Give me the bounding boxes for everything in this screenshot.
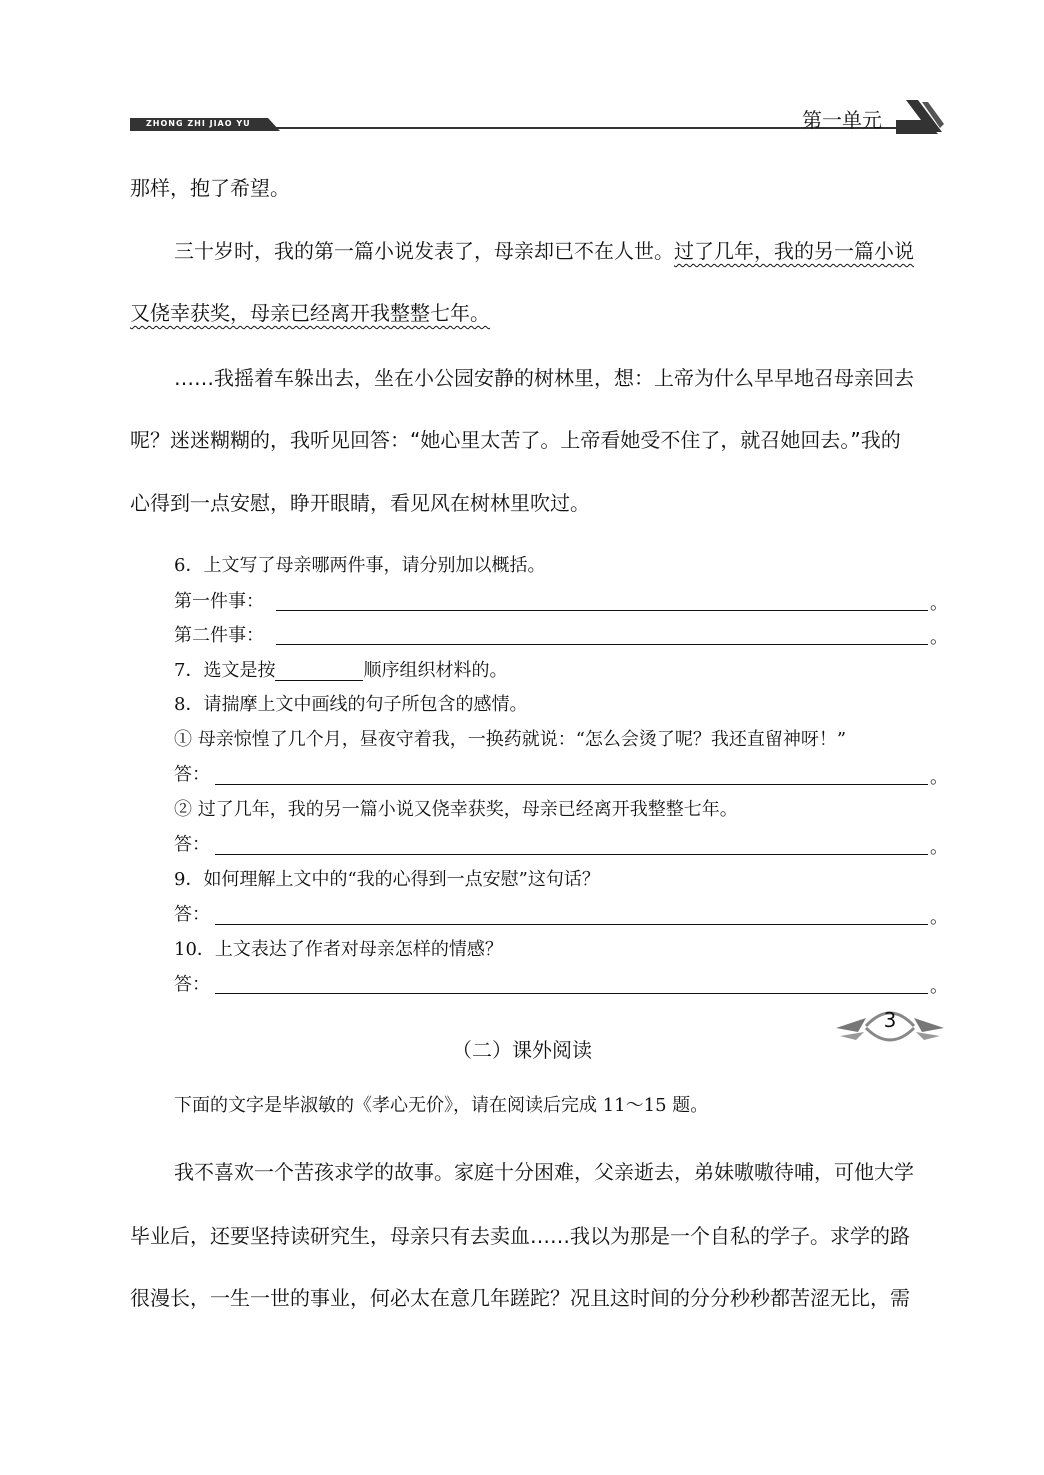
passage-line: 毕业后，还要坚持读研究生，母亲只有去卖血……我以为那是一个自私的学子。求学的路 [130, 1224, 910, 1248]
passage-line: 呢？迷迷糊糊的，我听见回答：“她心里太苦了。上帝看她受不住了，就召她回去。”我的 [130, 428, 901, 452]
answer-label: 答： [174, 834, 210, 855]
question-8-item-2: ② 过了几年，我的另一篇小说又侥幸获奖，母亲已经离开我整整七年。 [174, 799, 738, 820]
header-band-text: ZHONG ZHI JIAO YU [146, 119, 251, 128]
passage-line: 我不喜欢一个苦孩求学的故事。家庭十分困难，父亲逝去，弟妹嗷嗷待哺，可他大学 [174, 1160, 914, 1184]
passage-text: 三十岁时，我的第一篇小说发表了，母亲却已不在人世。 [174, 239, 674, 263]
question-8: 8．请揣摩上文中画线的句子所包含的感情。 [174, 694, 528, 715]
period: 。 [930, 907, 948, 928]
question-6: 6．上文写了母亲哪两件事，请分别加以概括。 [174, 555, 546, 576]
period: 。 [930, 767, 948, 788]
question-9: 9．如何理解上文中的“我的心得到一点安慰”这句话？ [174, 869, 600, 890]
passage-line: ……我摇着车躲出去，坐在小公园安静的树林里，想：上帝为什么早早地召母亲回去 [174, 366, 914, 390]
passage-line: 那样，抱了希望。 [130, 176, 290, 200]
section-title: （二）课外阅读 [452, 1038, 592, 1062]
answer-blank[interactable] [215, 854, 928, 855]
answer-blank[interactable] [215, 784, 928, 785]
answer-label: 答： [174, 764, 210, 785]
answer-label: 答： [174, 904, 210, 925]
answer-blank[interactable] [215, 924, 928, 925]
underlined-sentence: 过了几年，我的另一篇小说 [674, 239, 914, 263]
section-intro: 下面的文字是毕淑敏的《孝心无价》，请在阅读后完成 11～15 题。 [174, 1095, 709, 1116]
page-number: 3 [883, 1008, 897, 1032]
unit-title: 第一单元 [802, 108, 882, 132]
question-7 [174, 661, 507, 681]
answer-label: 答： [174, 974, 210, 995]
answer-blank[interactable] [276, 610, 928, 611]
passage-line [130, 303, 945, 323]
period: 。 [930, 837, 948, 858]
question-8-item-1: ① 母亲惊惶了几个月，昼夜守着我，一换药就说：“怎么会烫了呢？我还直留神呀！” [174, 729, 847, 750]
period: 。 [930, 593, 948, 614]
header-stripes-icon [896, 100, 944, 134]
question-text: 7．选文是按 [174, 660, 276, 681]
passage-line [174, 241, 945, 261]
period: 。 [930, 976, 948, 997]
underlined-sentence: 又侥幸获奖，母亲已经离开我整整七年。 [130, 301, 490, 325]
question-text: 顺序组织材料的。 [363, 660, 508, 681]
answer-blank[interactable] [276, 644, 928, 645]
answer-label: 第二件事： [174, 625, 264, 646]
answer-blank[interactable] [215, 993, 928, 994]
period: 。 [930, 627, 948, 648]
passage-line: 很漫长，一生一世的事业，何必太在意几年蹉跎？况且这时间的分分秒秒都苦涩无比，需 [130, 1286, 910, 1310]
passage-line: 心得到一点安慰，睁开眼睛，看见风在树林里吹过。 [130, 491, 590, 515]
question-10: 10．上文表达了作者对母亲怎样的情感？ [174, 939, 503, 960]
answer-label: 第一件事： [174, 591, 264, 612]
fill-blank[interactable] [275, 663, 363, 681]
